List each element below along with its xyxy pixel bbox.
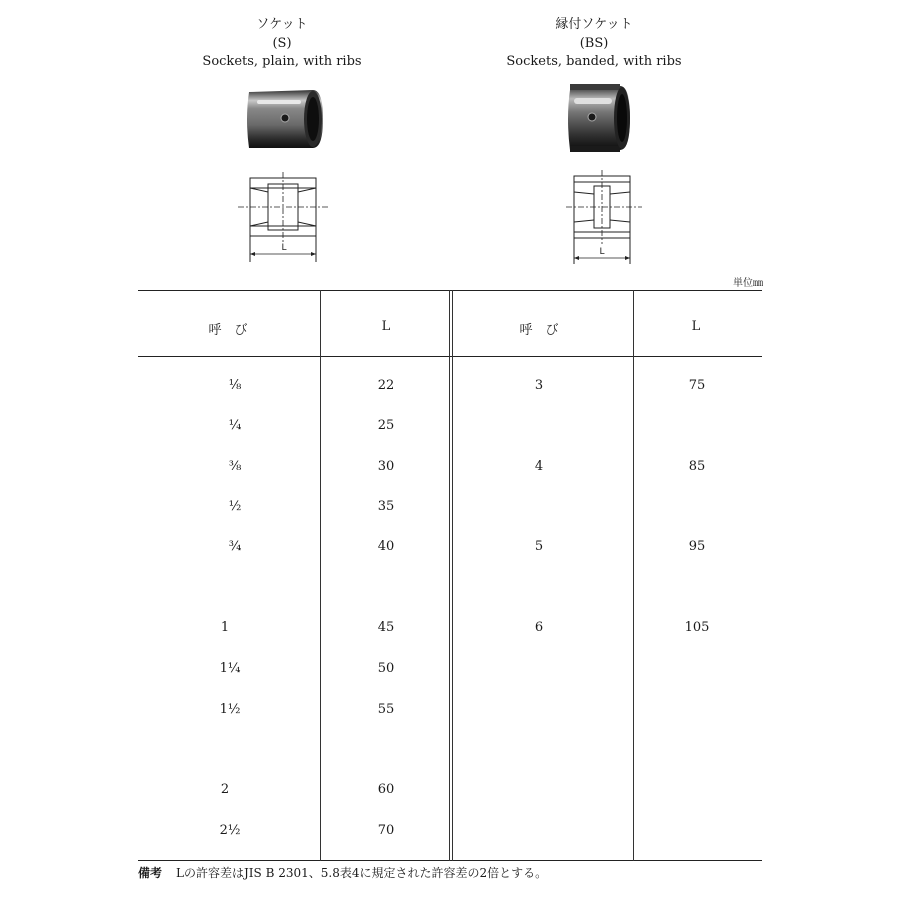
- header-l-left: L: [381, 319, 391, 334]
- size-cell: 1½: [219, 702, 241, 717]
- socket-plain-drawing: [236, 168, 332, 264]
- remarks-note: [138, 864, 547, 881]
- table-divider: [320, 290, 321, 861]
- size-cell: 1: [220, 620, 230, 635]
- size-cell: ⅜: [228, 459, 242, 474]
- length-cell: 95: [688, 539, 706, 554]
- unit-label: 単位㎜: [733, 278, 763, 289]
- size-cell: 3: [534, 378, 544, 393]
- size-cell: 6: [534, 620, 544, 635]
- length-cell: 85: [688, 459, 706, 474]
- header-l-right: L: [691, 319, 701, 334]
- table-divider: [633, 290, 634, 861]
- length-cell: 22: [377, 378, 395, 393]
- size-cell: ½: [228, 499, 242, 514]
- dimension-table: [138, 290, 762, 861]
- length-cell: 105: [684, 620, 710, 635]
- socket-plain-caption: [182, 16, 382, 72]
- banded-socket-code: (BS): [579, 35, 609, 51]
- socket-banded-caption: [494, 16, 694, 72]
- table-double-divider-b: [452, 290, 453, 861]
- size-cell: 1¼: [219, 661, 241, 676]
- header-size-right: 呼 び: [519, 323, 559, 338]
- length-cell: 25: [377, 418, 395, 433]
- length-cell: 55: [377, 702, 395, 717]
- length-cell: 75: [688, 378, 706, 393]
- length-cell: 40: [377, 539, 395, 554]
- banded-socket-name-en: Sockets, banded, with ribs: [506, 54, 682, 69]
- size-cell: 5: [534, 539, 544, 554]
- header-size-left: 呼 び: [208, 323, 248, 338]
- socket-banded-photo: [566, 80, 634, 156]
- remarks-text: Lの許容差はJIS B 2301、5.8表4に規定された許容差の2倍とする。: [176, 866, 548, 880]
- socket-banded-l-label: L: [599, 247, 605, 257]
- length-cell: 70: [377, 823, 395, 838]
- length-cell: 45: [377, 620, 395, 635]
- table-top-rule: [138, 290, 762, 291]
- length-cell: 60: [377, 782, 395, 797]
- socket-code: (S): [272, 35, 292, 51]
- socket-name-ja: ソケット: [256, 17, 308, 32]
- socket-plain-l-label: L: [281, 243, 287, 253]
- size-cell: 4: [534, 459, 544, 474]
- socket-plain-photo: [243, 86, 327, 152]
- banded-socket-name-ja: 縁付ソケット: [555, 17, 633, 32]
- size-cell: 2½: [219, 823, 241, 838]
- table-bottom-rule: [138, 860, 762, 861]
- remarks-label: 備考: [138, 866, 163, 880]
- socket-banded-drawing: [566, 168, 642, 266]
- size-cell: ¾: [228, 539, 242, 554]
- length-cell: 35: [377, 499, 395, 514]
- size-cell: ¼: [228, 418, 242, 433]
- length-cell: 30: [377, 459, 395, 474]
- socket-name-en: Sockets, plain, with ribs: [202, 54, 362, 69]
- table-double-divider-a: [449, 290, 450, 861]
- length-cell: 50: [377, 661, 395, 676]
- table-header-rule: [138, 356, 762, 357]
- size-cell: ⅛: [228, 378, 242, 393]
- size-cell: 2: [220, 782, 230, 797]
